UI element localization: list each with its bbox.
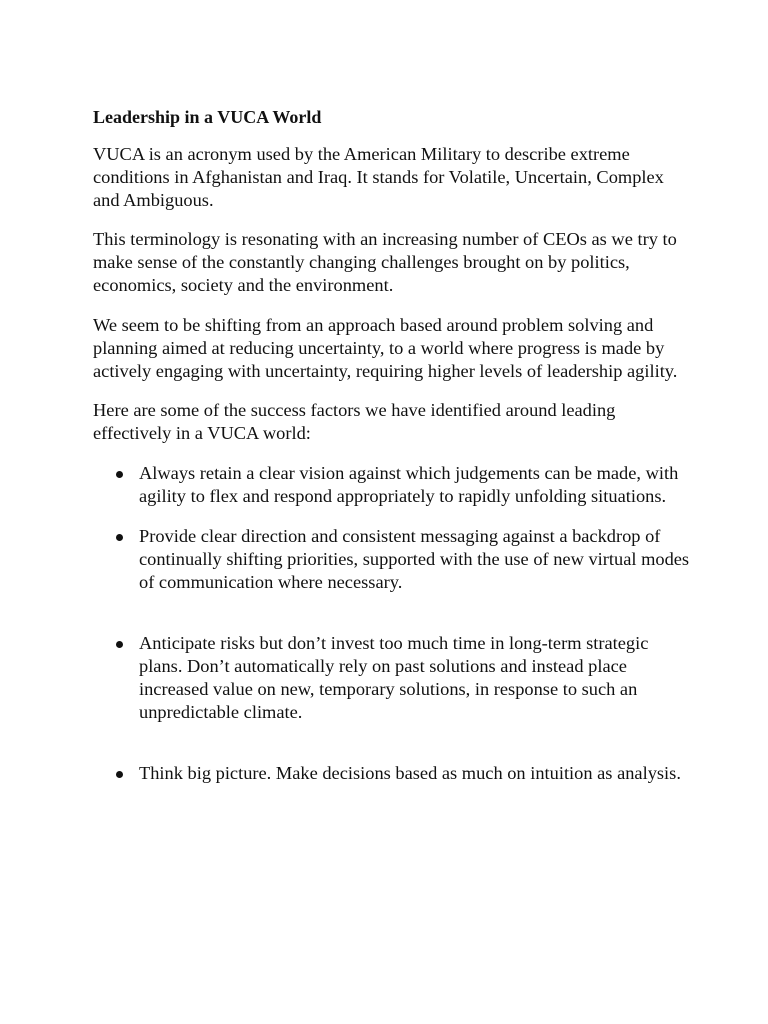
paragraph-success-factors-intro: Here are some of the success factors we have identified around leading effectively in a VUCA world: bbox=[93, 400, 616, 443]
success-factors-list bbox=[93, 462, 693, 785]
list-item bbox=[93, 632, 693, 724]
paragraph-terminology: This terminology is resonating with an increasing number of CEOs as we try to make sense of the constantly changing challenges brought on by politics, economics, society and the environment. bbox=[93, 229, 677, 295]
list-item bbox=[93, 525, 693, 594]
document-title: Leadership in a VUCA World bbox=[93, 107, 322, 127]
list-item bbox=[93, 762, 693, 785]
list-item-text: Always retain a clear vision against which judgements can be made, with agility to flex and respond appropriately to rapidly unfolding situations. bbox=[139, 463, 679, 506]
bullet-icon bbox=[116, 534, 123, 541]
bullet-icon bbox=[116, 641, 123, 648]
list-item-text: Provide clear direction and consistent messaging against a backdrop of continually shifting priorities, supported with the use of new virtual modes of communication where necessary. bbox=[139, 526, 690, 592]
list-item bbox=[93, 462, 693, 508]
list-item-text: Think big picture. Make decisions based as much on intuition as analysis. bbox=[139, 763, 681, 783]
paragraph-vuca-definition: VUCA is an acronym used by the American Military to describe extreme conditions in Afghanistan and Iraq. It stands for Volatile, Uncertain, Complex and Ambiguous. bbox=[93, 144, 664, 210]
document-page bbox=[93, 106, 693, 785]
paragraph-shift: We seem to be shifting from an approach based around problem solving and planning aimed at reducing uncertainty, to a world where progress is made by actively engaging with uncertainty, requiring higher levels of leadership agility. bbox=[93, 315, 678, 381]
bullet-icon bbox=[116, 771, 123, 778]
list-item-text: Anticipate risks but don’t invest too much time in long-term strategic plans. Don’t automatically rely on past solutions and instead place increased value on new, temporary solutions, in response to such an unpredictable climate. bbox=[139, 633, 649, 722]
bullet-icon bbox=[116, 471, 123, 478]
